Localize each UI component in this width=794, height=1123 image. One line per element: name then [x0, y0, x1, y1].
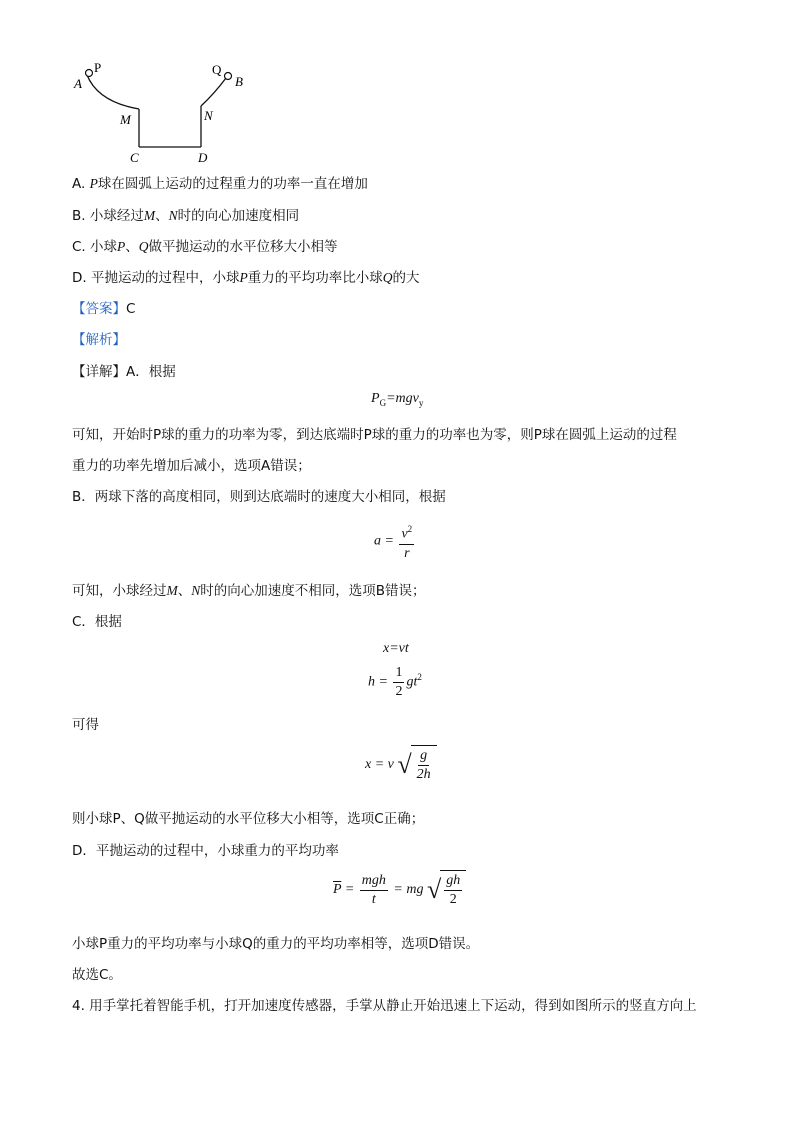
option-b: B. 小球经过M、N时的向心加速度相同	[72, 208, 300, 224]
label-c: C	[130, 150, 139, 165]
detail-c-text: 则小球P、Q做平抛运动的水平位移大小相等，选项C正确；	[72, 811, 425, 827]
equation-displacement: x=vt	[383, 641, 409, 656]
label-d: D	[198, 150, 208, 165]
track-diagram	[70, 58, 260, 170]
option-a: A. P球在圆弧上运动的过程重力的功率一直在增加	[72, 176, 368, 192]
ball-p	[86, 70, 93, 77]
equation-height: h = $\frac{1}{2}$ $gt^2$	[368, 665, 422, 699]
detail-a-text2: 重力的功率先增加后减小，选项A错误；	[72, 458, 311, 474]
answer-value: C	[126, 301, 136, 317]
detail-c-intro: C．根据	[72, 614, 122, 630]
ball-q	[225, 73, 232, 80]
option-d: D. 平抛运动的过程中，小球P重力的平均功率比小球Q的大	[72, 270, 420, 286]
label-b: B	[235, 74, 243, 89]
equation-power: $P_G=mgv_y$	[371, 391, 424, 408]
label-n: N	[204, 108, 213, 123]
label-p: P	[94, 60, 102, 75]
detail-c-mid: 可得	[72, 717, 99, 733]
label-a: A	[74, 76, 82, 91]
answer-label: 【答案】	[72, 301, 126, 317]
equation-average-power: $\overline{P}$ = $\frac{\text{mgh}}{t}$ = mg √ $\frac{gh}{2}$	[333, 870, 466, 910]
next-question: 4. 用手掌托着智能手机，打开加速度传感器，手掌从静止开始迅速上下运动，得到如图所示的竖直方向上	[72, 998, 697, 1014]
detail-a-intro: 【详解】A．根据	[72, 364, 176, 380]
detail-a-text1: 可知，开始时P球的重力的功率为零，到达底端时P球的重力的功率也为零，则P球在圆弧上运动的过程	[72, 427, 677, 443]
analysis-label: 【解析】	[72, 332, 126, 348]
label-m: M	[120, 112, 131, 127]
equation-centripetal: a = $\frac{v^2}{r}$	[374, 520, 416, 563]
conclusion: 故选C。	[72, 967, 122, 983]
detail-d-text: 小球P重力的平均功率与小球Q的重力的平均功率相等，选项D错误。	[72, 936, 480, 952]
detail-b-text: 可知，小球经过M、N时的向心加速度不相同，选项B错误；	[72, 583, 426, 599]
option-c: C. 小球P、Q做平抛运动的水平位移大小相等	[72, 239, 338, 255]
detail-b-intro: B．两球下落的高度相同，则到达底端时的速度大小相同，根据	[72, 489, 446, 505]
equation-range: x = v √ $\frac{g}{2h}$	[365, 745, 437, 785]
track-figure	[70, 58, 260, 170]
detail-d-intro: D．平抛运动的过程中，小球重力的平均功率	[72, 843, 339, 859]
label-q: Q	[212, 62, 222, 77]
answer-line	[72, 297, 135, 317]
